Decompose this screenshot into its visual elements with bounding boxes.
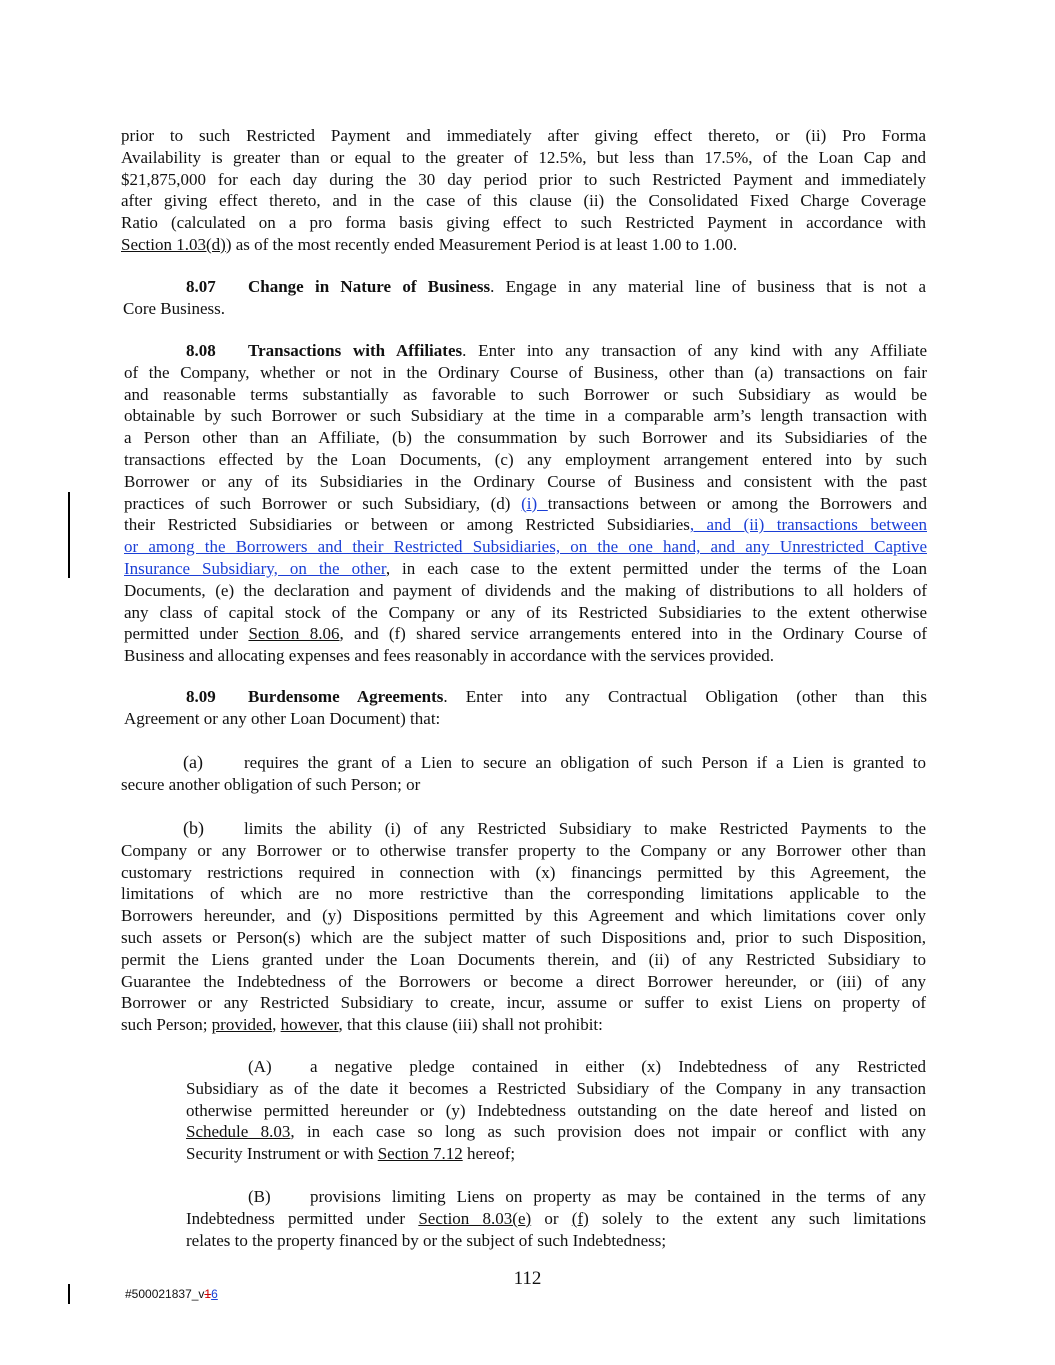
section-8-07 (123, 276, 926, 320)
text-fragment: ) as of the most recently ended Measurement Period is at least 1.00 to 1.00. (225, 234, 738, 254)
text-line (186, 1056, 926, 1078)
text-line (124, 340, 927, 362)
text-line: transactions effected by the Loan Documents, (c) any employment arrangement entered into by such (124, 449, 927, 469)
revision-change-bar (68, 492, 70, 578)
section-reference: Section 8.03(e) (418, 1208, 532, 1228)
text-fragment: , that this clause (iii) shall not prohibit: (338, 1015, 603, 1035)
text-line (121, 234, 926, 256)
clause-label: (a) (183, 752, 203, 772)
text-line: of the Company, whether or not in the Ordinary Course of Business, other than (a) transactions on fair (124, 362, 927, 382)
text-line: permit the Liens granted under the Loan Documents therein, and (ii) of any Restricted Subsidiary to (121, 949, 926, 969)
text-line: relates to the property financed by or the subject of such Indebtedness; (186, 1230, 667, 1250)
text-fragment: , in each case to the extent permitted under the terms of the Loan (385, 558, 927, 578)
text-line (186, 1208, 926, 1230)
paragraph-continuation (121, 125, 926, 256)
text-fragment: provisions limiting Liens on property as may be contained in the terms of any (310, 1187, 926, 1206)
text-line (124, 514, 927, 536)
section-reference: (f) (571, 1208, 589, 1228)
inserted-text: Insurance Subsidiary, on the other (124, 558, 386, 578)
text-line: otherwise permitted hereunder or (y) Indebtedness outstanding on the date hereof and listed on (186, 1100, 926, 1120)
clause-b (121, 818, 926, 1036)
clause-label: (A) (248, 1057, 272, 1076)
text-line: obtainable by such Borrower or such Subsidiary at the time in a comparable arm’s length transaction with (124, 406, 927, 426)
text-fragment: permitted under (124, 624, 249, 644)
clause-a (121, 752, 926, 796)
text-fragment: Indebtedness permitted under (186, 1208, 419, 1228)
section-number: 8.07 (186, 277, 216, 296)
section-reference: Section 7.12 (377, 1144, 463, 1164)
text-line: $21,875,000 for each day during the 30 day period prior to such Restricted Payment and immediately (121, 169, 926, 189)
section-title: Burdensome Agreements (248, 687, 444, 706)
text-line (186, 1186, 926, 1208)
text-line: Subsidiary as of the date it becomes a Restricted Subsidiary of the Company in any transaction (186, 1078, 926, 1098)
text-line (186, 1121, 926, 1143)
text-fragment: such Person; (121, 1015, 212, 1035)
text-line: and reasonable terms substantially as favorable to such Borrower or such Subsidiary as would be (124, 384, 927, 404)
inserted-version: 6 (211, 1287, 218, 1301)
text-fragment: requires the grant of a Lien to secure an obligation of such Person if a Lien is granted to (244, 753, 926, 772)
text-fragment: . Enter into any transaction of any kind with any Affiliate (462, 341, 927, 360)
text-line: Core Business. (123, 298, 225, 318)
text-fragment: hereof; (462, 1144, 516, 1164)
text-line (186, 1143, 926, 1165)
inserted-text: or among the Borrowers and their Restricted Subsidiaries, on the one hand, and any Unrestricted Captive (124, 537, 927, 557)
text-fragment: , (272, 1015, 281, 1035)
text-line: Documents, (e) the declaration and payment of dividends and the making of distributions to all holders of (124, 580, 927, 600)
text-line (124, 686, 927, 708)
text-line (124, 493, 927, 515)
section-number: 8.09 (186, 687, 216, 706)
subclause-B (186, 1186, 926, 1251)
inserted-text: , and (ii) transactions between (689, 515, 927, 535)
text-fragment: a negative pledge contained in either (x) Indebtedness of any Restricted (310, 1057, 926, 1076)
section-title: Transactions with Affiliates (248, 341, 463, 360)
text-fragment: , and (f) shared service arrangements entered into in the Ordinary Course of (339, 624, 927, 644)
text-fragment: . Engage in any material line of business that is not a (490, 277, 926, 296)
section-8-09 (124, 686, 927, 730)
text-line: a Person other than an Affiliate, (b) the consummation by such Borrower and its Subsidiaries of the (124, 428, 927, 448)
text-fragment: solely to the extent any such limitations (588, 1208, 926, 1228)
text-line: secure another obligation of such Person; or (121, 774, 421, 794)
text-fragment: Security Instrument or with (186, 1144, 378, 1164)
text-line: Borrower or any of its Subsidiaries in the Ordinary Course of Business and consistent with the past (124, 471, 927, 491)
defined-term: however (280, 1015, 339, 1035)
text-line: such assets or Person(s) which are the subject matter of such Dispositions and, prior to such Disposition, (121, 927, 926, 947)
text-line: customary restrictions required in connection with (x) financings permitted by this Agreement, the (121, 862, 926, 882)
text-fragment: their Restricted Subsidiaries or between or among Restricted Subsidiaries (124, 515, 690, 535)
text-line (124, 558, 927, 580)
page-number: 112 (513, 1268, 542, 1289)
text-line (123, 276, 926, 298)
doc-id-prefix: #500021837_v (125, 1287, 205, 1301)
document-id-footer (125, 1287, 218, 1301)
inserted-text: (i) (521, 493, 548, 513)
section-number: 8.08 (186, 341, 216, 360)
section-title: Change in Nature of Business (248, 277, 491, 296)
text-line: Business and allocating expenses and fees reasonably in accordance with the services provided. (124, 646, 775, 666)
text-fragment: transactions between or among the Borrowers and (547, 493, 928, 513)
deleted-version: 1 (204, 1287, 212, 1301)
text-line: Borrowers hereunder, and (y) Dispositions permitted by this Agreement and which limitations cover only (121, 906, 926, 926)
text-fragment: limits the ability (i) of any Restricted Subsidiary to make Restricted Payments to the (244, 819, 926, 838)
text-line: Borrower or any Restricted Subsidiary to create, incur, assume or suffer to exist Liens on property of (121, 993, 926, 1013)
text-line: prior to such Restricted Payment and immediately after giving effect thereto, or (ii) Pro Forma (121, 126, 926, 145)
text-line (124, 536, 927, 558)
text-fragment: , in each case so long as such provision does not impair or conflict with any (290, 1122, 926, 1142)
text-fragment: practices of such Borrower or such Subsidiary, (d) (124, 493, 522, 513)
text-line: Ratio (calculated on a pro forma basis giving effect to such Restricted Payment in accordance with (121, 213, 926, 233)
section-8-08 (124, 340, 927, 667)
clause-label: (B) (248, 1187, 271, 1206)
text-line (124, 623, 927, 645)
text-line: any class of capital stock of the Company or any of its Restricted Subsidiaries to the extent otherwise (124, 602, 927, 622)
text-line: after giving effect thereto, and in the case of this clause (ii) the Consolidated Fixed Charge Coverage (121, 191, 926, 211)
text-fragment: . Enter into any Contractual Obligation (other than this (443, 687, 927, 706)
text-fragment: or (531, 1208, 572, 1228)
text-line: Availability is greater than or equal to the greater of 12.5%, but less than 17.5%, of the Loan Cap and (121, 147, 926, 167)
section-reference: Section 8.06 (248, 624, 340, 644)
footer-change-bar (68, 1284, 70, 1304)
schedule-reference: Schedule 8.03 (186, 1122, 291, 1142)
text-line: limitations of which are no more restrictive than the corresponding limitations applicable to the (121, 884, 926, 904)
text-line (121, 818, 926, 840)
text-line (121, 1014, 926, 1036)
text-line: Company or any Borrower or to otherwise transfer property to the Company or any Borrower other than (121, 840, 926, 860)
text-line: Agreement or any other Loan Document) that: (124, 708, 441, 728)
subclause-A (186, 1056, 926, 1165)
text-line (121, 752, 926, 774)
clause-label: (b) (183, 818, 204, 838)
defined-term: provided (211, 1015, 273, 1035)
section-reference: Section 1.03(d) (121, 234, 226, 254)
text-line: Guarantee the Indebtedness of the Borrowers or become a direct Borrower hereunder, or (iii) of any (121, 971, 926, 991)
